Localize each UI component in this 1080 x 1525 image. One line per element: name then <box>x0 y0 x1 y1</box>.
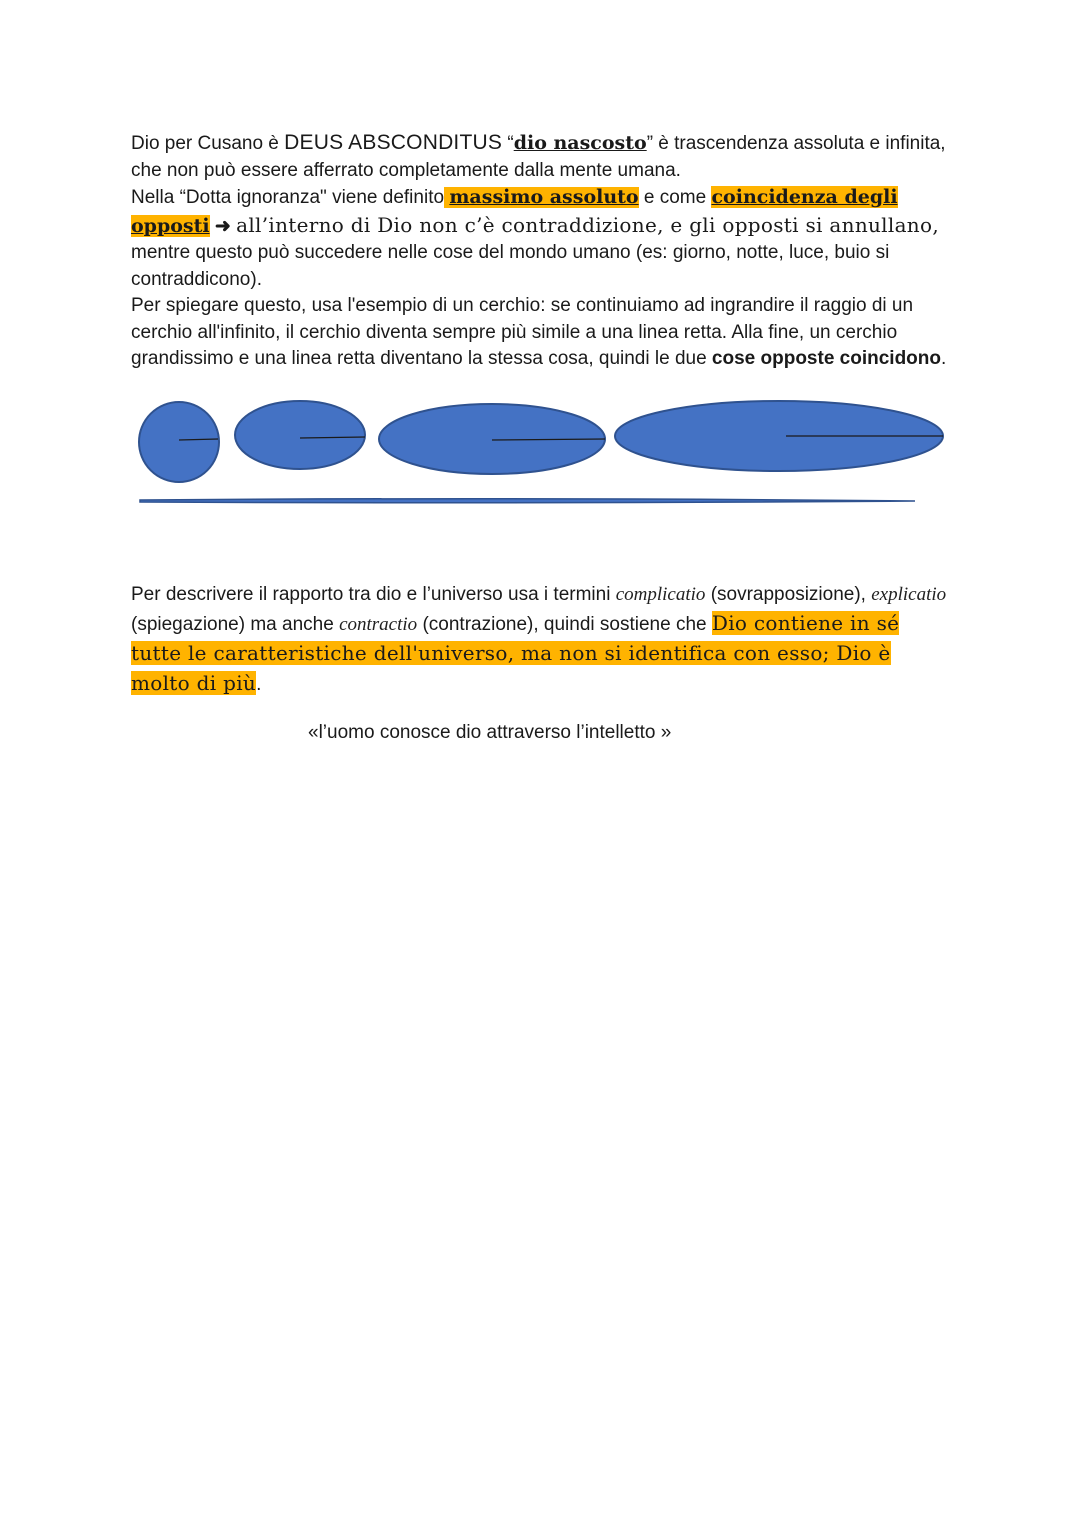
medium-ellipse <box>235 401 365 469</box>
cose-opposte-term: cose opposte coincidono <box>711 348 941 369</box>
text: “ <box>502 133 514 154</box>
text: mentre questo può succedere nelle cose del mondo umano (es: giorno, notte, luce, buio si contraddicono). <box>131 242 890 290</box>
straight-line <box>140 499 915 503</box>
text: (spiegazione) ma anche <box>131 614 340 635</box>
text: (contrazione), quindi sostiene che <box>417 614 712 635</box>
quote: «l’uomo conosce dio attraverso l’intelletto » <box>308 722 672 743</box>
text: Dio per Cusano è <box>131 133 285 154</box>
text: . <box>256 674 262 695</box>
text: (sovrapposizione), <box>705 584 872 605</box>
text: e come <box>638 187 712 208</box>
text: . <box>941 348 947 369</box>
text: ” è trascendenza assoluta e infinita, che non può essere afferrato completamente dalla mente umana. <box>131 133 946 181</box>
highlight-dio-contiene: Dio contiene in sé tutte le caratteristiche dell'universo, ma non si identifica con esso; Dio è molto di più <box>131 611 900 695</box>
paragraph-complicatio <box>131 580 951 699</box>
dio-nascosto-term: dio nascosto <box>513 132 647 154</box>
text: Per descrivere il rapporto tra dio e l’universo usa i termini <box>131 584 616 605</box>
contraddizione-text: all’interno di Dio non c’è contraddizione, e gli opposti si annullano, <box>236 212 939 237</box>
small-circle <box>139 402 219 482</box>
explicatio-term: explicatio <box>871 584 947 605</box>
text: Per spiegare questo, usa l'esempio di un cerchio: se continuiamo ad ingrandire il raggio di un cerchio all'infinito, il cerchio diventa sempre più simile a una linea retta. Alla fine, un cerchio grandissimo e una linea retta diventano la stessa cosa, quindi le due <box>131 295 914 369</box>
paragraph-deus-absconditus <box>131 130 951 373</box>
contractio-term: contractio <box>339 614 418 635</box>
complicatio-term: complicatio <box>615 584 706 605</box>
massimo-assoluto-term: massimo assoluto <box>449 186 639 208</box>
circle-to-line-diagram <box>130 396 950 511</box>
highlight-massimo <box>444 187 639 208</box>
arrow-icon: ➜ <box>209 215 237 237</box>
coincidenza-opposti-term: coincidenza degli opposti <box>131 186 898 237</box>
text: Nella “Dotta ignoranza" viene definito <box>131 187 445 208</box>
deus-absconditus-term: DEUS ABSCONDITUS <box>284 131 503 154</box>
